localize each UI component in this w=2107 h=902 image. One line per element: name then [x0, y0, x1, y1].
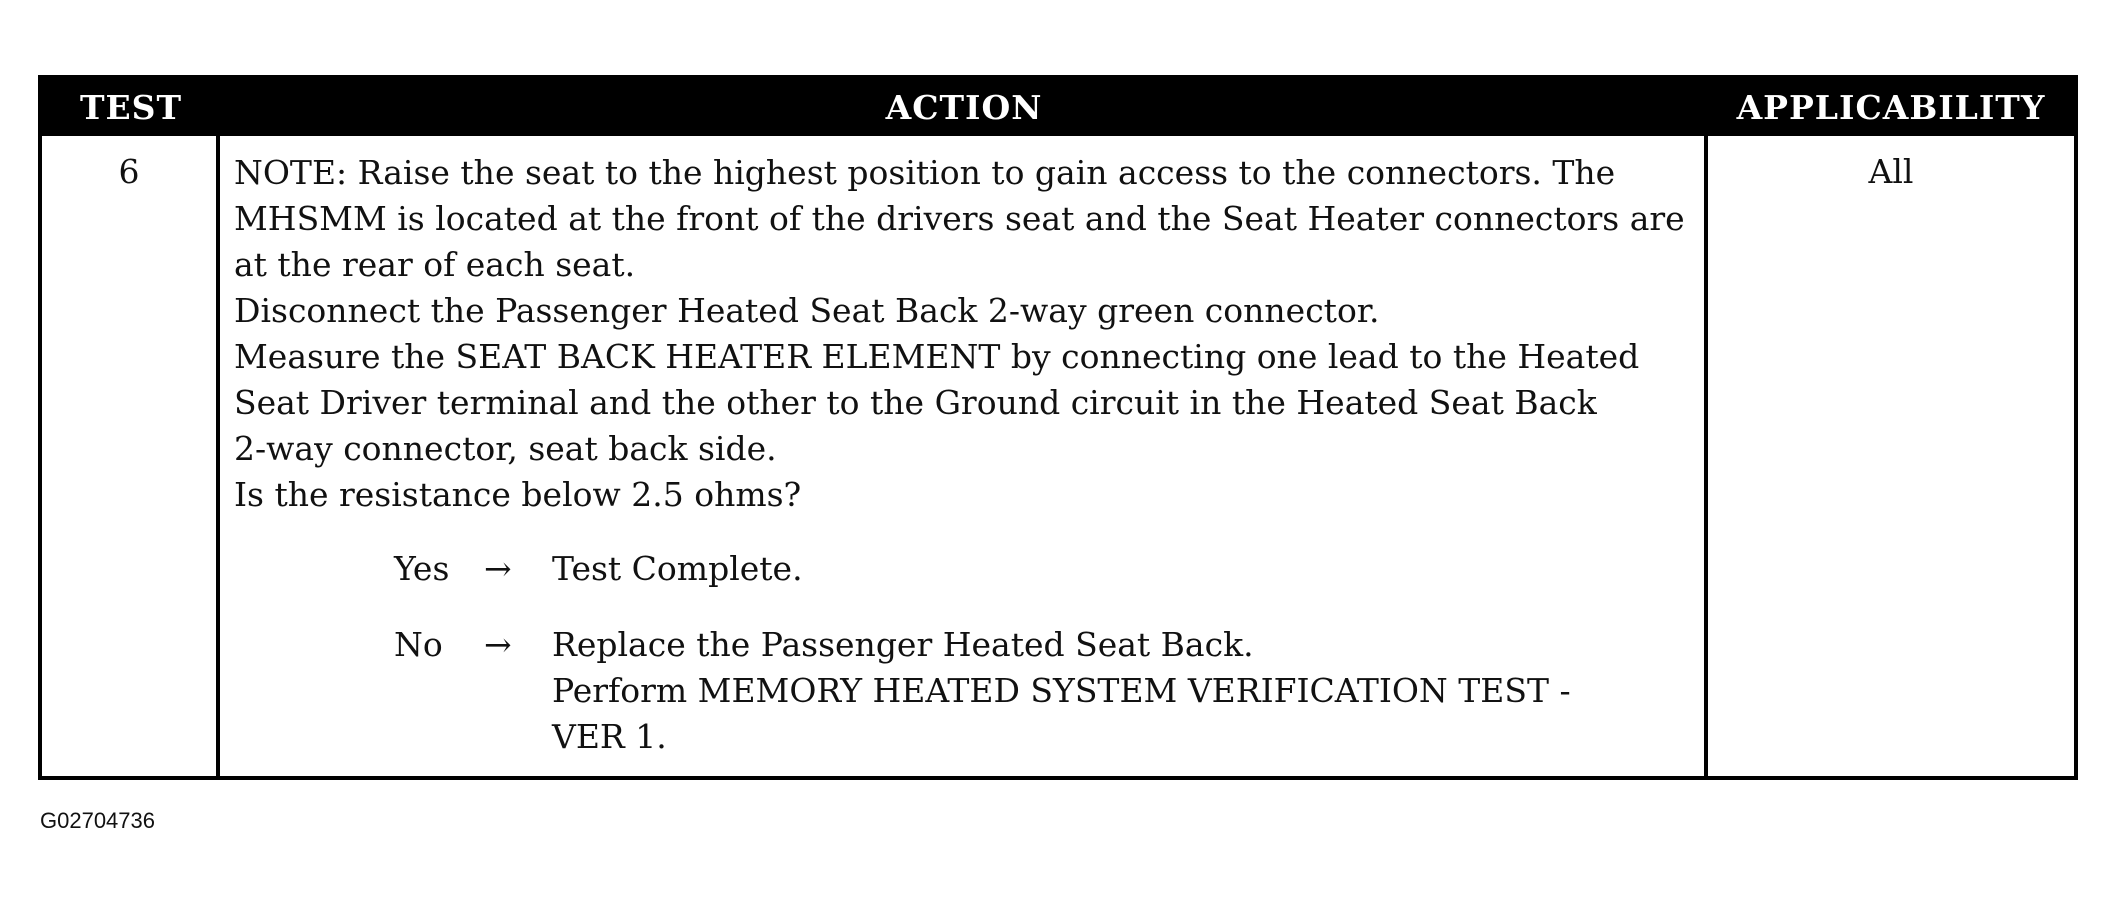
header-applicability: APPLICABILITY [1708, 79, 2074, 136]
action-line: Is the resistance below 2.5 ohms? [234, 475, 802, 514]
action-cell [220, 136, 1708, 776]
header-test: TEST [42, 79, 220, 136]
right-arrow-icon: → [484, 625, 512, 664]
action-line: Measure the SEAT BACK HEATER ELEMENT by connecting one lead to the Heated [234, 337, 1640, 376]
action-line: at the rear of each seat. [234, 245, 636, 284]
action-line: NOTE: Raise the seat to the highest position to gain access to the connectors. The [234, 153, 1616, 192]
response-outcome [552, 622, 1694, 760]
response-outcome [552, 546, 1694, 592]
action-line: Seat Driver terminal and the other to the Ground circuit in the Heated Seat Back [234, 383, 1597, 422]
applicability-cell [1708, 136, 2074, 776]
applicability-value: All [1868, 152, 1914, 191]
action-line: 2-way connector, seat back side. [234, 429, 777, 468]
response-line: VER 1. [552, 717, 667, 756]
response-answer: No [394, 625, 443, 664]
header-action: ACTION [220, 79, 1708, 136]
test-number: 6 [118, 152, 140, 191]
action-line: Disconnect the Passenger Heated Seat Back 2-way green connector. [234, 291, 1380, 330]
response-answer: Yes [394, 549, 450, 588]
action-line: MHSMM is located at the front of the drivers seat and the Seat Heater connectors are [234, 199, 1685, 238]
response-line: Perform MEMORY HEATED SYSTEM VERIFICATION TEST - [552, 671, 1571, 710]
right-arrow-icon: → [484, 549, 512, 588]
test-number-cell [42, 136, 220, 776]
diagnostic-test-table [38, 75, 2078, 780]
response-line: Replace the Passenger Heated Seat Back. [552, 625, 1254, 664]
response-no [394, 622, 1694, 760]
figure-code: G02704736 [40, 808, 155, 833]
response-line: Test Complete. [552, 549, 803, 588]
response-yes [394, 546, 1694, 592]
